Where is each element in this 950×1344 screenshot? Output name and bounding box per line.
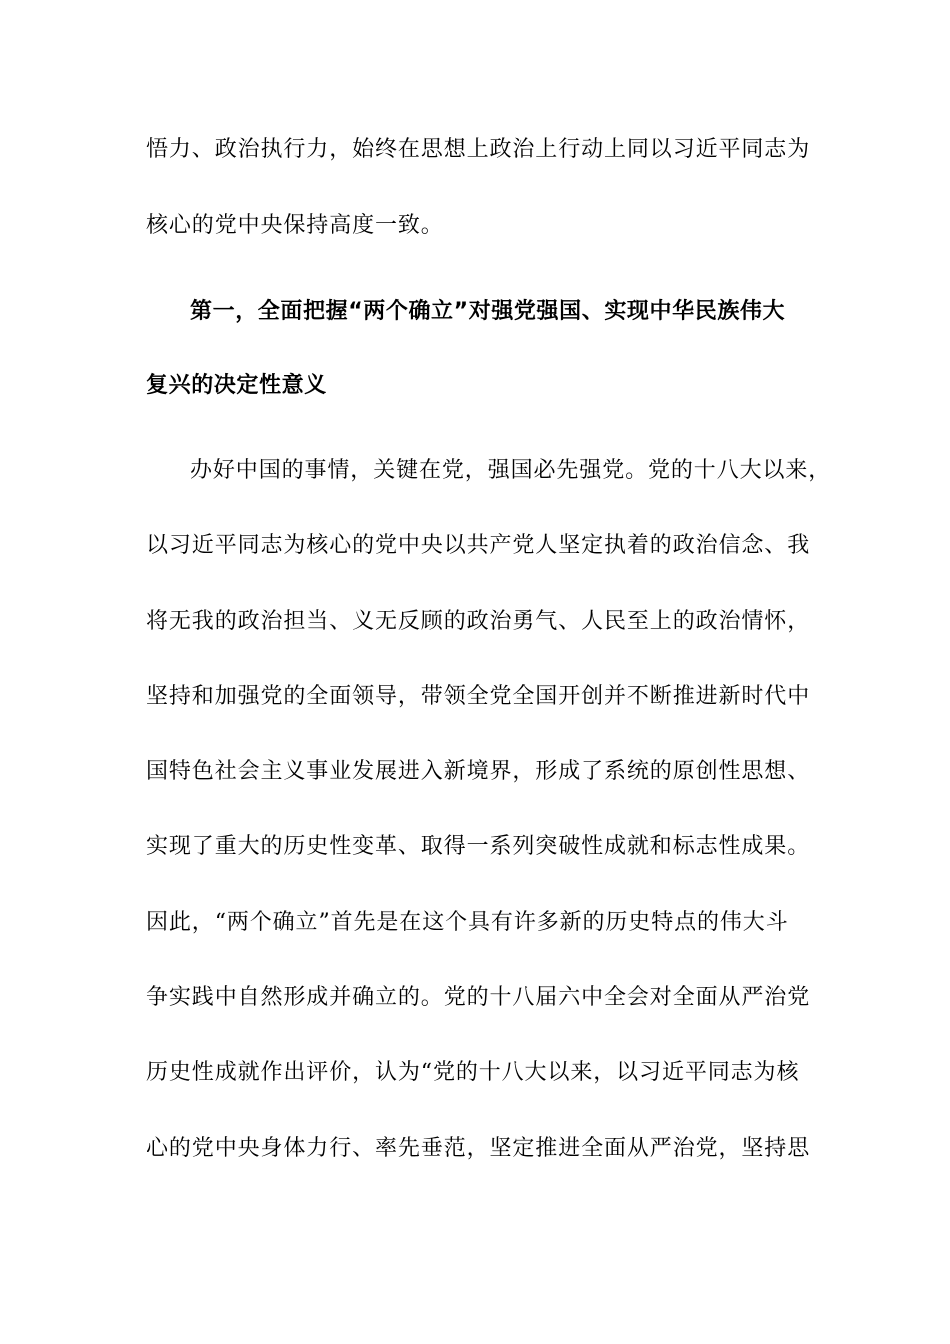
body-text-line: 办好中国的事情，关键在党，强国必先强党。党的十八大以来， [190, 458, 832, 483]
body-text-line: 将无我的政治担当、义无反顾的政治勇气、人民至上的政治情怀， [146, 609, 811, 634]
section-heading-line: 复兴的决定性意义 [146, 373, 327, 398]
body-text-line: 因此，“两个确立”首先是在这个具有许多新的历史特点的伟大斗 [146, 910, 789, 935]
body-text-line: 国特色社会主义事业发展进入新境界，形成了系统的原创性思想、 [146, 759, 811, 784]
body-text-line: 争实践中自然形成并确立的。党的十八届六中全会对全面从严治党 [146, 985, 811, 1010]
body-text-line: 心的党中央身体力行、率先垂范，坚定推进全面从严治党，坚持思 [146, 1136, 811, 1161]
body-text-line: 坚持和加强党的全面领导，带领全党全国开创并不断推进新时代中 [146, 684, 811, 709]
body-text-line: 实现了重大的历史性变革、取得一系列突破性成就和标志性成果。 [146, 834, 811, 859]
body-text-line: 悟力、政治执行力，始终在思想上政治上行动上同以习近平同志为 [146, 137, 811, 162]
body-text-line: 以习近平同志为核心的党中央以共产党人坚定执着的政治信念、我 [146, 533, 811, 558]
section-heading-line: 第一，全面把握“两个确立”对强党强国、实现中华民族伟大 [190, 299, 786, 324]
body-text-line: 历史性成就作出评价，认为“党的十八大以来，以习近平同志为核 [146, 1060, 800, 1085]
body-text-line: 核心的党中央保持高度一致。 [146, 213, 444, 238]
